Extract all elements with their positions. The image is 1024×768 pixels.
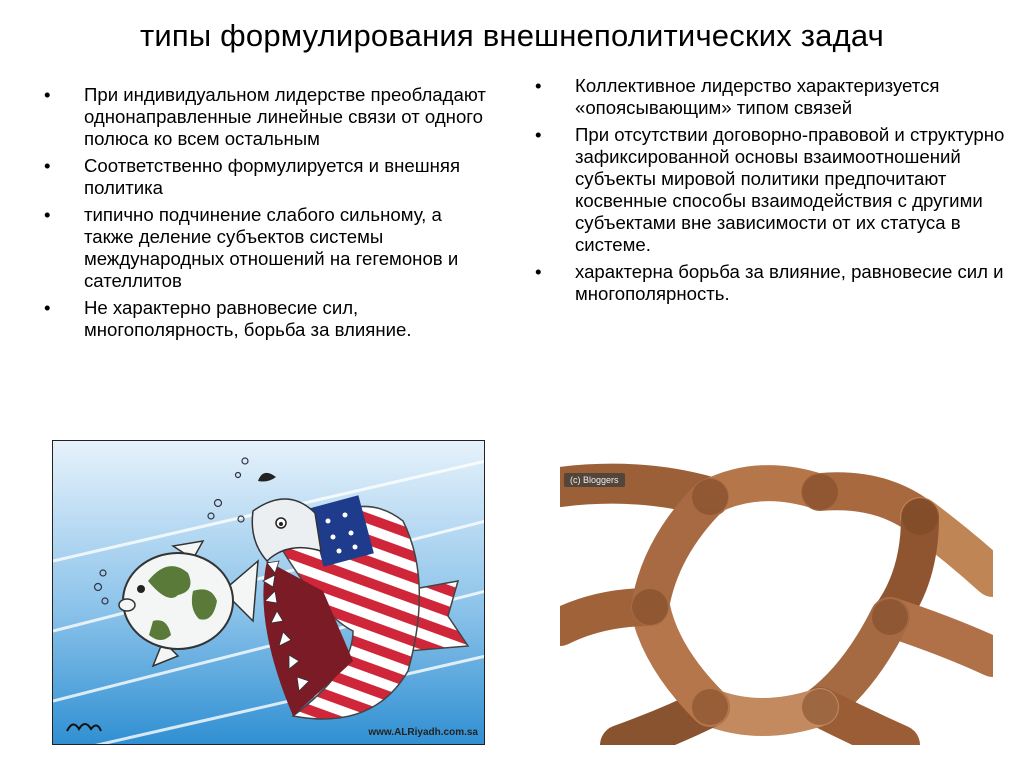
list-item bbox=[535, 75, 1005, 119]
bullet-icon: • bbox=[535, 124, 542, 145]
list-item bbox=[44, 204, 494, 292]
hands-circle-photo bbox=[560, 457, 993, 745]
photo-watermark: (c) Bloggers bbox=[564, 473, 625, 487]
bullet-icon: • bbox=[44, 204, 51, 225]
bullet-icon: • bbox=[44, 297, 51, 318]
fish-cartoon-image bbox=[52, 440, 485, 745]
left-bullet-list bbox=[44, 84, 494, 346]
cartoon-credit: www.ALRiyadh.com.sa bbox=[368, 727, 478, 738]
list-item bbox=[44, 84, 494, 150]
list-item bbox=[44, 155, 494, 199]
list-item bbox=[535, 261, 1005, 305]
bullet-text: При индивидуальном лидерстве преобладают однонаправленные линейные связи от одного полюса ко всем остальным bbox=[84, 84, 486, 149]
bullet-icon: • bbox=[535, 75, 542, 96]
list-item bbox=[535, 124, 1005, 256]
cartoon-illustration bbox=[53, 441, 485, 745]
bullet-text: При отсутствии договорно-правовой и структурно зафиксированной основы взаимоотношений субъекты мировой политики предпочитают косвенные способы взаимодействия с другими субъектами вне зависимости от их статуса в системе. bbox=[575, 124, 1005, 255]
right-bullet-list bbox=[535, 75, 1005, 310]
bullet-text: типично подчинение слабого сильному, а также деление субъектов системы международных отношений на гегемонов и сателлитов bbox=[84, 204, 459, 291]
slide-title: типы формулирования внешнеполитических задач bbox=[139, 18, 884, 53]
list-item bbox=[44, 297, 494, 341]
bullet-icon: • bbox=[535, 261, 542, 282]
bullet-text: Не характерно равновесие сил, многополярность, борьба за влияние. bbox=[84, 297, 412, 340]
bullet-text: характерна борьба за влияние, равновесие сил и многополярность. bbox=[575, 261, 1004, 304]
bullet-text: Коллективное лидерство характеризуется «опоясывающим» типом связей bbox=[575, 75, 940, 118]
bullet-text: Соответственно формулируется и внешняя политика bbox=[84, 155, 461, 198]
bullet-icon: • bbox=[44, 155, 51, 176]
bullet-icon: • bbox=[44, 84, 51, 105]
hands-ring-illustration bbox=[560, 457, 993, 745]
